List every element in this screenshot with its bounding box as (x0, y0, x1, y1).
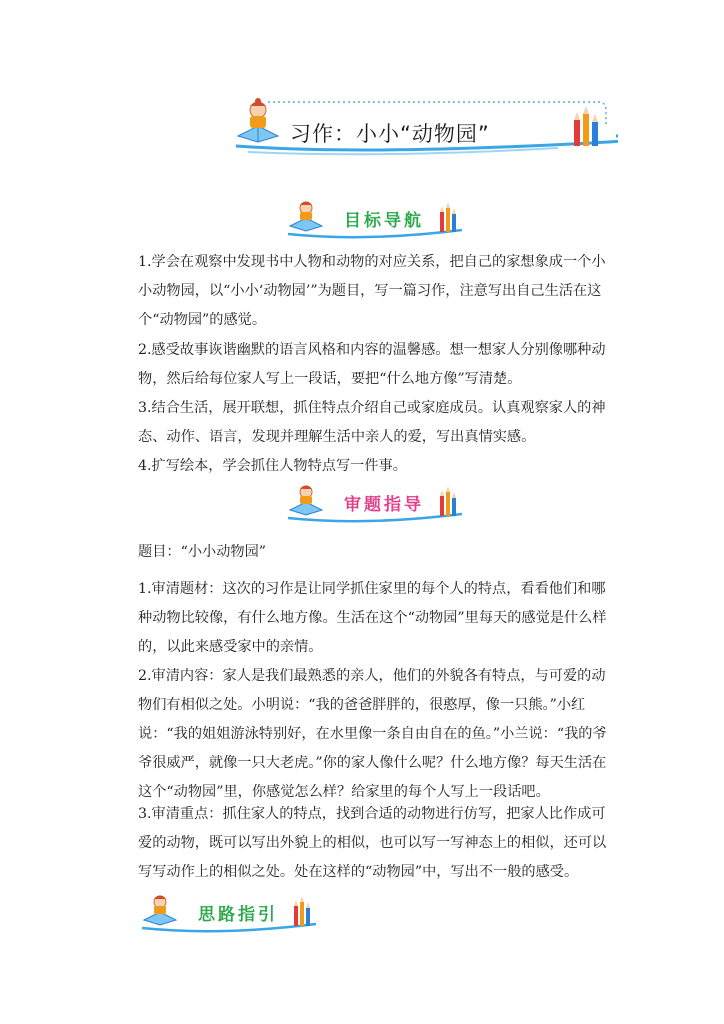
pencils-icon (440, 486, 456, 516)
review-text: 2.审清内容：家人是我们最熟悉的亲人，他们的外貌各有特点，与可爱的动物们有相似之处。小明说：“我的爸爸胖胖的，很憨厚，像一只熊。”小红说：“我的姐姐游泳特别好，在水里像一条自由自在的鱼。”小兰说：“我的爷爷很威严，就像一只大老虎。”你的家人像什么呢？什么地方像？每天生活在这个“动物园”里，你感觉怎么样？给家里的每个人写上一段话吧。 (138, 668, 607, 800)
review-topic: 题目：“小小动物园” (138, 544, 267, 560)
goal-text: 4.扩写绘本，学会抓住人物特点写一件事。 (138, 458, 407, 474)
reading-kid-icon (238, 98, 278, 142)
reading-kid-icon (290, 202, 322, 232)
section-label: 目标导航 (344, 211, 424, 231)
goal-item-1 (118, 248, 618, 335)
goal-text: 3.结合生活，展开联想，抓住特点介绍自己或家庭成员。认真观察家人的神态、动作、语言，发现并理解生活中亲人的爱，写出真情实感。 (138, 400, 606, 445)
goal-item-3 (118, 394, 618, 452)
goal-item-2 (118, 336, 618, 394)
pencils-icon (440, 202, 456, 232)
review-item-2 (118, 662, 618, 807)
review-text: 1.审清题材：这次的习作是让同学抓住家里的每个人的特点，看看他们和哪种动物比较像，有什么地方像。生活在这个“动物园”里每天的感觉是什么样的，以此来感受家中的亲情。 (138, 581, 607, 655)
section-label: 思路指引 (198, 905, 278, 925)
reading-kid-icon (144, 896, 176, 926)
review-item-1 (118, 575, 618, 662)
goal-text: 1.学会在观察中发现书中人物和动物的对应关系，把自己的家想象成一个小小动物园，以“小小‘动物园’”为题目，写一篇习作，注意写出自己生活在这个“动物园”的感觉。 (138, 254, 606, 328)
review-item-3 (118, 800, 618, 887)
goal-text: 2.感受故事诙谐幽默的语言风格和内容的温馨感。想一想家人分别像哪种动物，然后给每位家人写上一段话，要把“什么地方像”写清楚。 (138, 342, 606, 387)
section-header-review (286, 482, 466, 526)
reading-kid-icon (290, 486, 322, 516)
pencils-icon (574, 106, 598, 146)
review-text: 3.审清重点：抓住家人的特点，找到合适的动物进行仿写，把家人比作成可爱的动物，既可以写出外貌上的相似，也可以写一写神态上的相似，还可以写写动作上的相似之处。处在这样的“动物园”中，写出不一般的感受。 (138, 806, 607, 880)
goal-item-4 (118, 452, 618, 481)
page-title: 习作：小小“动物园” (290, 122, 490, 146)
section-label: 审题指导 (344, 495, 424, 515)
section-header-ideas (140, 892, 320, 936)
section-header-goals (286, 198, 466, 242)
pencils-icon (294, 896, 310, 926)
